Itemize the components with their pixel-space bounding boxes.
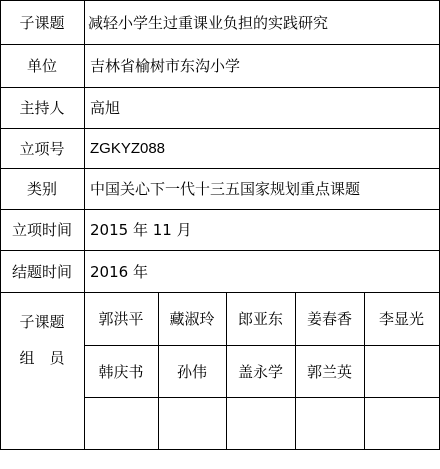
member-name bbox=[364, 345, 439, 397]
member-name: 郎亚东 bbox=[237, 310, 283, 328]
host-label: 主持人 bbox=[19, 99, 65, 117]
grid-line bbox=[0, 449, 440, 450]
completion-time-value: 2016 年 bbox=[90, 262, 148, 281]
grid-line bbox=[84, 397, 440, 398]
category-label: 类别 bbox=[26, 180, 57, 198]
host-value: 高旭 bbox=[90, 99, 121, 117]
project-number-label: 立项号 bbox=[19, 139, 65, 158]
completion-time-label: 结题时间 bbox=[11, 262, 72, 281]
members-label-line2: 组 员 bbox=[19, 348, 65, 367]
member-name: 藏淑玲 bbox=[169, 310, 215, 328]
member-name: 盖永学 bbox=[237, 362, 283, 381]
unit-value: 吉林省榆树市东沟小学 bbox=[90, 57, 241, 75]
category-value: 中国关心下一代十三五国家规划重点课题 bbox=[90, 180, 361, 198]
subproject-value: 减轻小学生过重课业负担的实践研究 bbox=[88, 13, 329, 32]
member-name: 李显光 bbox=[378, 310, 424, 328]
project-number-value: ZGKYZ088 bbox=[90, 139, 166, 157]
member-name: 郭洪平 bbox=[98, 310, 144, 328]
member-name: 韩庆书 bbox=[98, 362, 144, 381]
members-label-line1: 子课题 bbox=[19, 312, 65, 331]
unit-label: 单位 bbox=[26, 57, 57, 75]
approval-time-value: 2015 年 11 月 bbox=[90, 221, 192, 239]
member-name: 郭兰英 bbox=[306, 362, 352, 381]
member-name: 姜春香 bbox=[306, 310, 352, 328]
approval-time-label: 立项时间 bbox=[11, 221, 72, 239]
member-name: 孙伟 bbox=[176, 362, 207, 381]
subproject-label: 子课题 bbox=[19, 13, 65, 32]
